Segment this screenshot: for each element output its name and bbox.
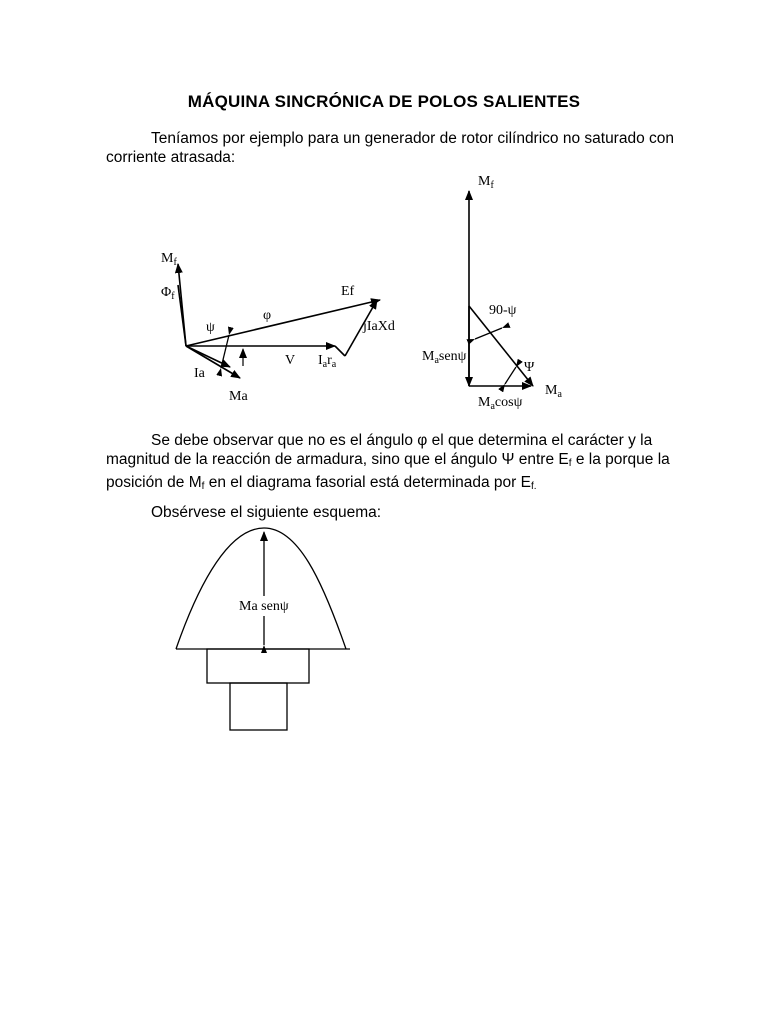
iara-vector xyxy=(335,346,345,356)
label-psi-right: Ψ xyxy=(524,360,535,375)
pole-body xyxy=(230,683,287,730)
paragraph-observation-part1: Se debe observar que no es el ángulo φ el que determina el carácter y la xyxy=(151,432,653,449)
label-jiaxd: jIaXd xyxy=(363,319,395,334)
paragraph-observation-part2: magnitud de la reacción de armadura, sino que el ángulo Ψ entre E xyxy=(106,451,569,468)
page-title: MÁQUINA SINCRÓNICA DE POLOS SALIENTES xyxy=(187,92,581,111)
label-ef: Ef xyxy=(341,284,355,299)
label-ia: Ia xyxy=(194,366,205,381)
paragraph-observation-part4: posición de M xyxy=(106,474,202,491)
label-psi-left: ψ xyxy=(206,320,215,335)
paragraph-intro-line2: corriente atrasada: xyxy=(106,149,236,166)
paragraph-observation-sub2: f xyxy=(201,481,205,492)
flux-curve xyxy=(176,528,346,649)
label-ma-sen: $M_asen\psi$ xyxy=(422,349,467,366)
paragraph-intro-line1: Teníamos por ejemplo para un generador de rotor cilíndrico no saturado con xyxy=(151,130,675,147)
label-90-psi: 90-ψ xyxy=(489,303,517,318)
paragraph-observation-sub3: f. xyxy=(530,481,537,492)
pole-shoe xyxy=(207,649,309,683)
paragraph-observation-part3: e la porque la xyxy=(571,451,670,468)
label-iara: $I_ar_a$ xyxy=(318,353,337,370)
label-ma-cos: $M_a\cos\psi$ xyxy=(478,395,523,412)
label-mf-right: $M_f$ xyxy=(478,174,494,191)
label-phi-f: $\Phi_f$ xyxy=(161,285,175,302)
phi-f-vector xyxy=(178,285,186,346)
label-v: V xyxy=(285,353,296,368)
label-mf-left: $M_f$ xyxy=(161,251,177,268)
vector-triangle-right xyxy=(469,191,533,386)
angle-psi-arrow xyxy=(505,367,516,384)
ef-vector xyxy=(186,300,380,346)
paragraph-observation-part5: en el diagrama fasorial está determinada por E xyxy=(204,474,531,491)
paragraph-observation-sub1: f xyxy=(568,458,572,469)
paragraph-scheme-intro: Obsérvese el siguiente esquema: xyxy=(151,504,382,521)
salient-pole-sketch xyxy=(176,528,350,730)
label-phi: φ xyxy=(263,308,272,323)
label-ma-sen-pole: Ma senψ xyxy=(239,599,289,614)
label-ma-right: $M_a$ xyxy=(545,383,562,400)
label-ma-left: Ma xyxy=(229,389,248,404)
psi-angle-arrow xyxy=(221,335,229,368)
